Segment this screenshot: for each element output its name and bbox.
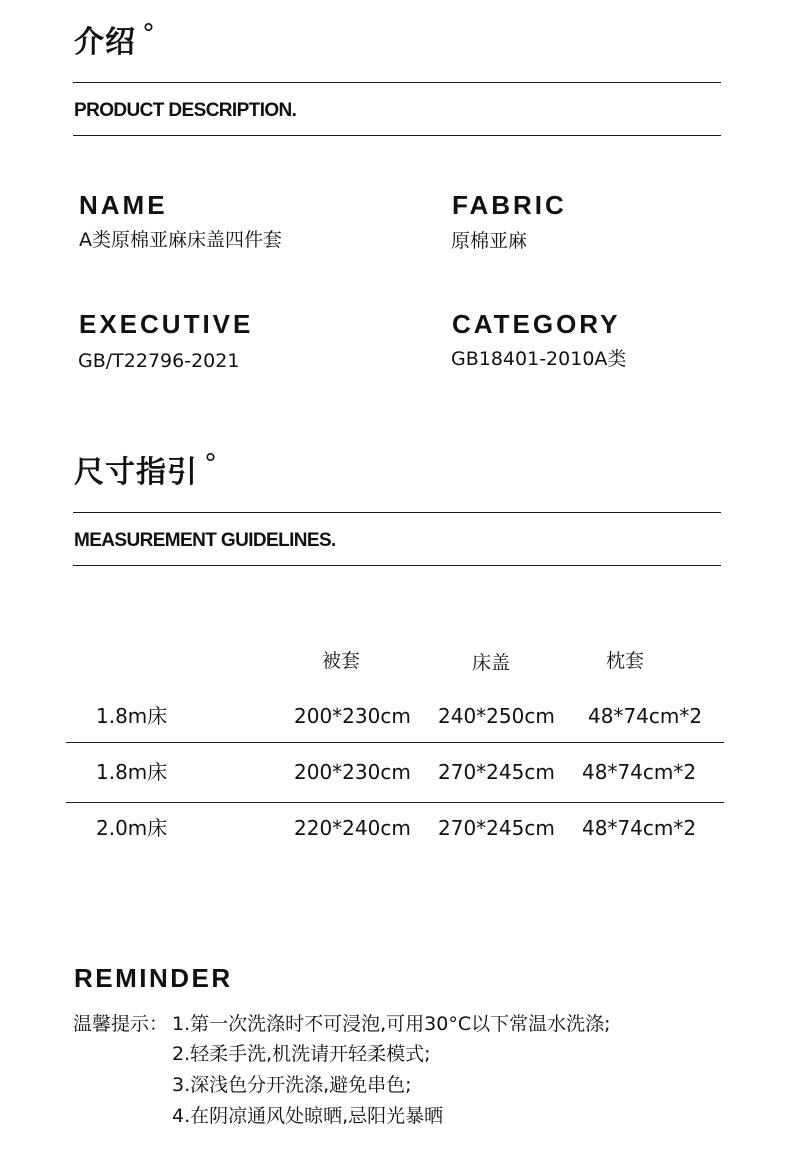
row-3-duvet-size: 220*240cm	[294, 816, 411, 840]
category-value: GB18401-2010A类	[451, 348, 627, 370]
row-1-cover-size: 240*250cm	[438, 704, 555, 728]
row-2-bed-size: 1.8m床	[96, 760, 168, 784]
reminder-item-4: 4.在阴凉通风处晾晒,忌阳光暴晒	[172, 1105, 444, 1127]
executive-value: GB/T22796-2021	[78, 350, 240, 372]
row-1-pillow-size: 48*74cm*2	[588, 704, 703, 728]
measurement-top-divider	[73, 512, 721, 513]
fabric-value: 原棉亚麻	[451, 230, 528, 252]
row-3-cover-size: 270*245cm	[438, 816, 555, 840]
row-2-pillow-size: 48*74cm*2	[582, 760, 697, 784]
intro-degree-mark: °	[142, 19, 156, 49]
executive-label: EXECUTIVE	[79, 309, 254, 339]
column-header-bed-cover: 床盖	[471, 652, 510, 674]
row-1-duvet-size: 200*230cm	[294, 704, 411, 728]
reminder-label: 温馨提示：	[73, 1013, 169, 1035]
fabric-label: FABRIC	[452, 190, 567, 220]
intro-subtitle: PRODUCT DESCRIPTION.	[74, 100, 297, 121]
row-3-bed-size: 2.0m床	[96, 816, 168, 840]
measurement-section-title	[74, 449, 218, 490]
reminder-item-3: 3.深浅色分开洗涤,避免串色;	[172, 1074, 412, 1096]
column-header-pillowcase: 枕套	[605, 650, 644, 672]
intro-title-text: 介绍	[74, 25, 136, 60]
name-value: A类原棉亚麻床盖四件套	[79, 229, 282, 251]
measurement-degree-mark: °	[204, 449, 218, 479]
table-row-divider-1	[66, 742, 724, 743]
row-1-bed-size: 1.8m床	[96, 704, 168, 728]
name-label: NAME	[79, 190, 168, 220]
category-label: CATEGORY	[452, 309, 621, 339]
table-row-divider-2	[66, 802, 724, 803]
row-2-cover-size: 270*245cm	[438, 760, 555, 784]
reminder-title: REMINDER	[74, 963, 233, 993]
row-3-pillow-size: 48*74cm*2	[582, 816, 697, 840]
measurement-subtitle: MEASUREMENT GUIDELINES.	[74, 530, 336, 551]
column-header-duvet: 被套	[321, 650, 360, 672]
reminder-item-1: 1.第一次洗涤时不可浸泡,可用30°C以下常温水洗涤;	[172, 1013, 611, 1035]
intro-section-title	[74, 19, 156, 60]
measurement-bottom-divider	[73, 565, 721, 566]
measurement-title-text: 尺寸指引	[74, 455, 198, 490]
reminder-item-2: 2.轻柔手洗,机洗请开轻柔模式;	[172, 1043, 431, 1065]
intro-bottom-divider	[73, 135, 721, 136]
row-2-duvet-size: 200*230cm	[294, 760, 411, 784]
intro-top-divider	[73, 82, 721, 83]
